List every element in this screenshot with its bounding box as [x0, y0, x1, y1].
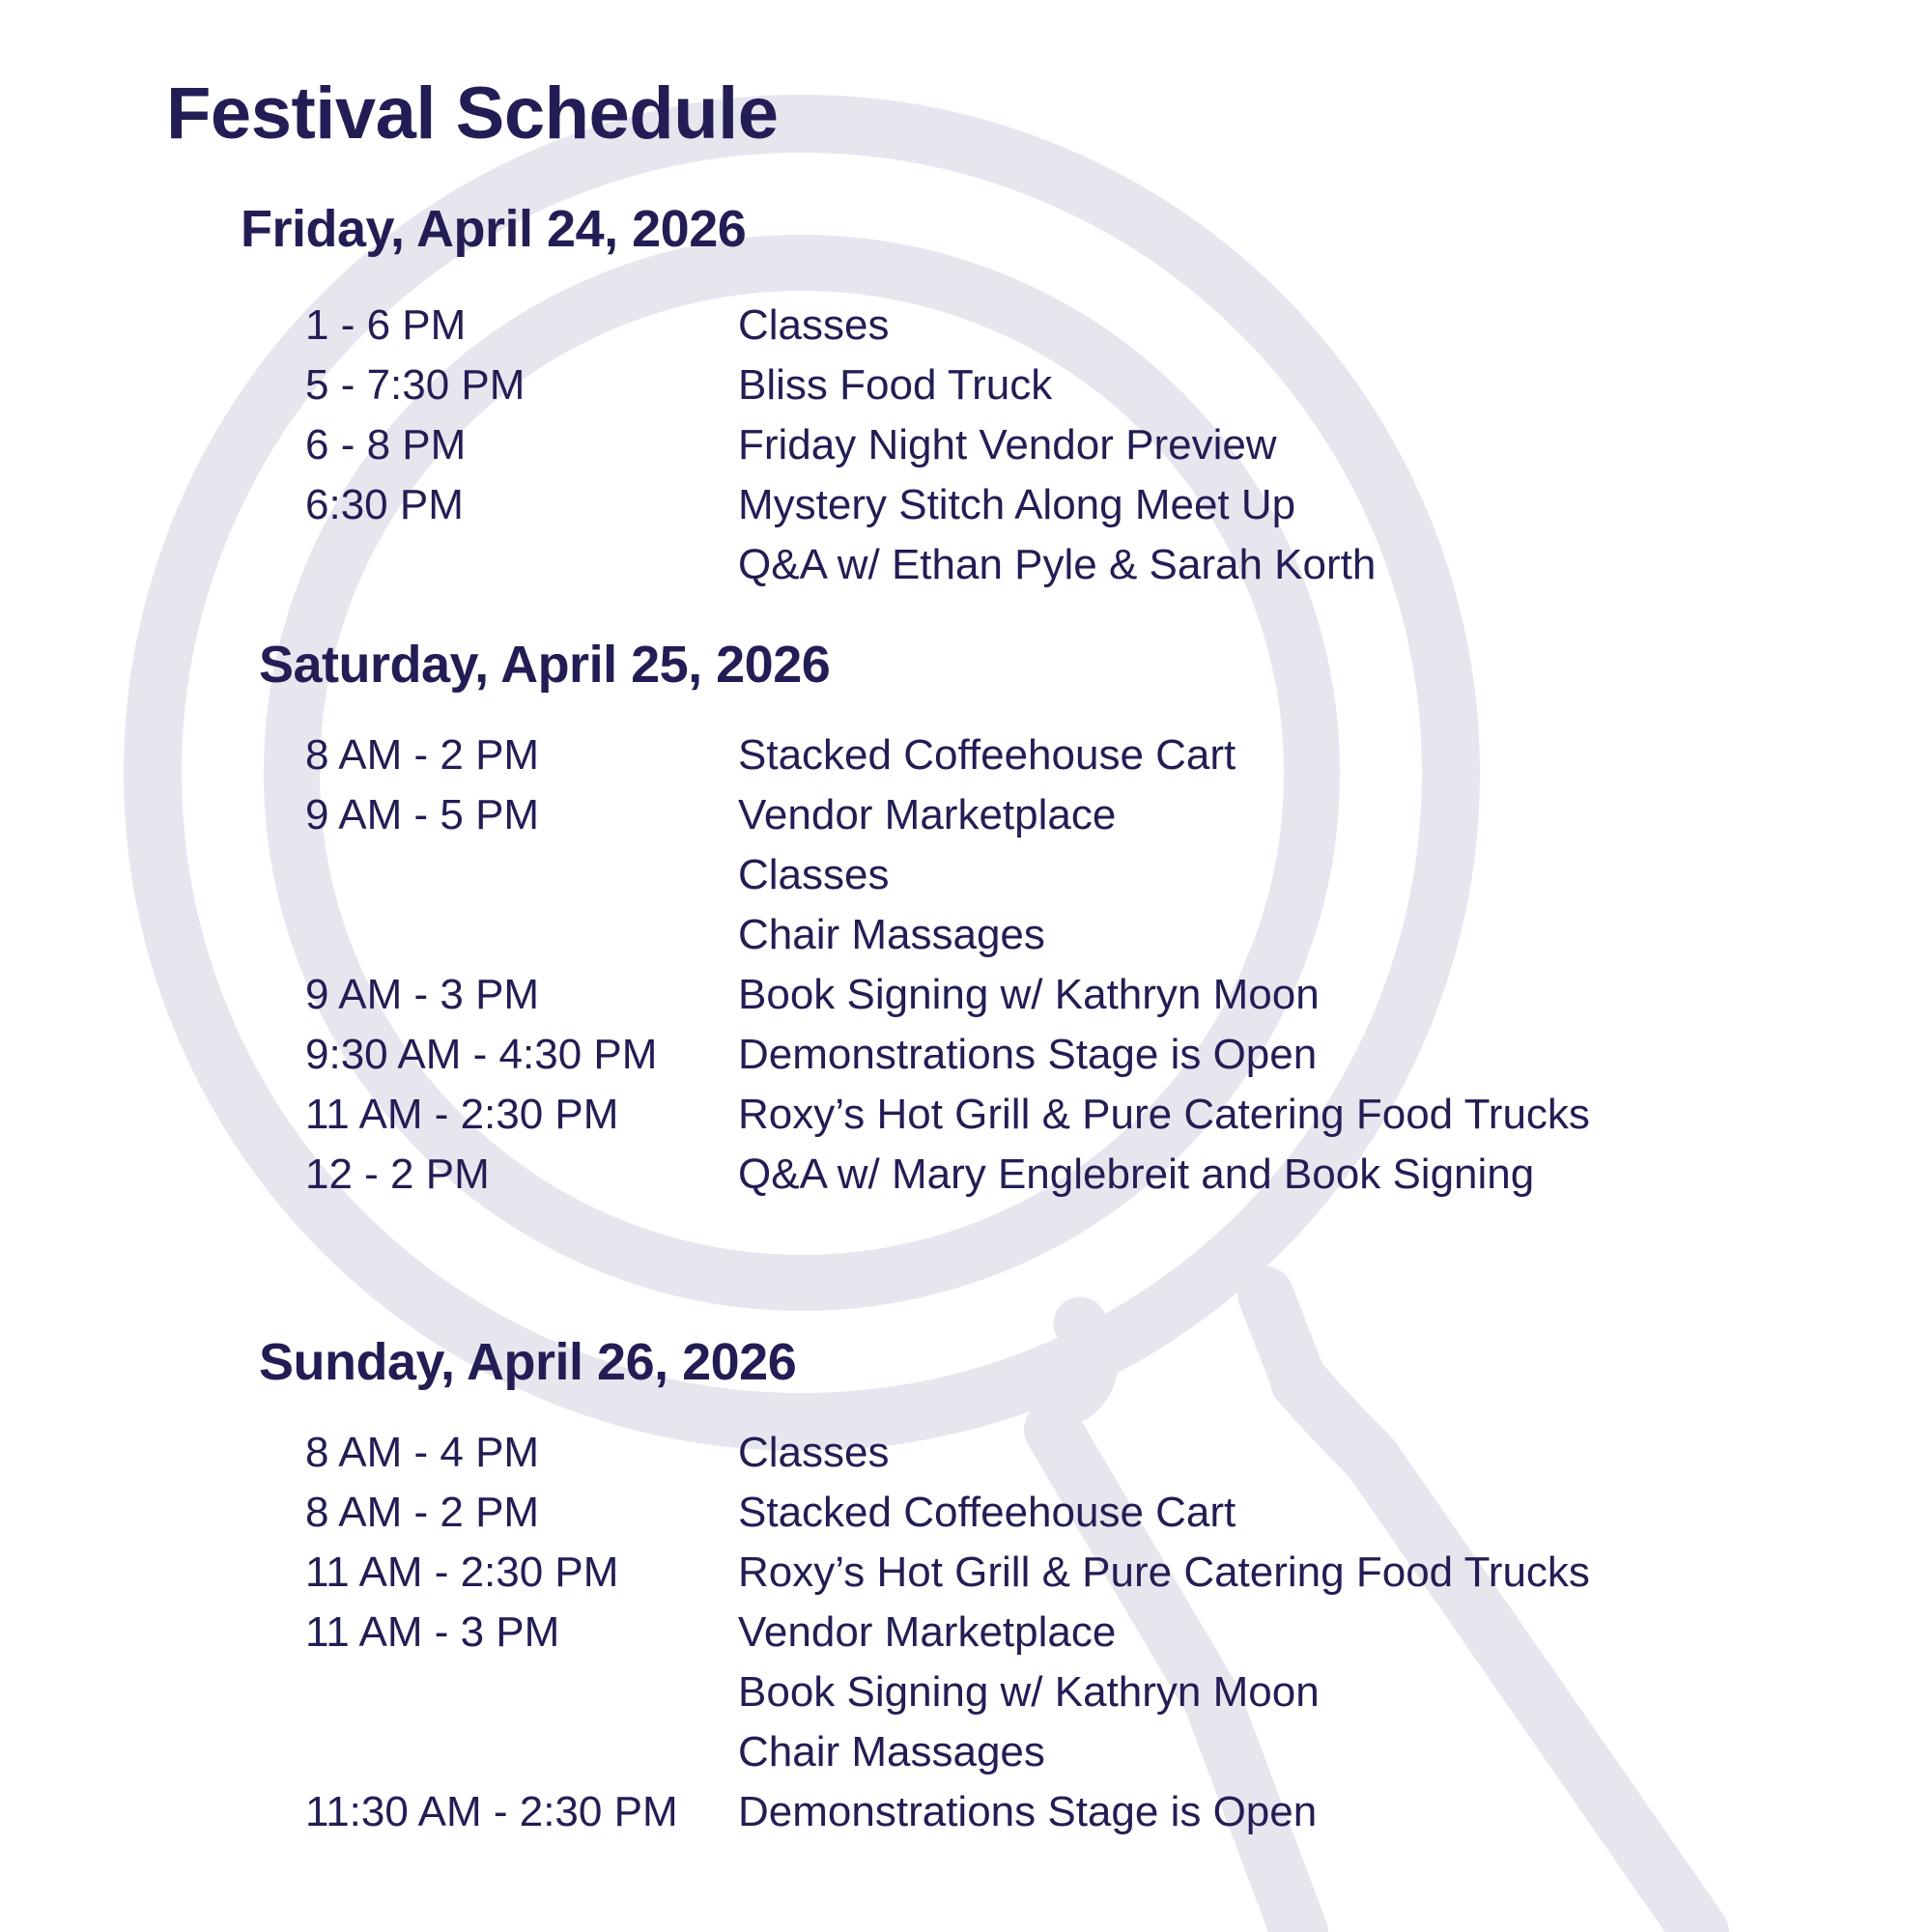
row-time: 11 AM - 2:30 PM [305, 1548, 619, 1596]
row-time: 11:30 AM - 2:30 PM [305, 1788, 678, 1835]
row-time: 12 - 2 PM [305, 1151, 490, 1198]
row-event: Chair Massages [738, 1728, 1045, 1776]
row-time: 9 AM - 5 PM [305, 791, 540, 838]
row-time: 8 AM - 2 PM [305, 731, 540, 779]
row-time: 5 - 7:30 PM [305, 361, 526, 409]
row-time: 8 AM - 2 PM [305, 1489, 540, 1536]
row-event: Classes [738, 301, 890, 349]
row-event: Stacked Coffeehouse Cart [738, 1489, 1236, 1536]
row-event: Q&A w/ Mary Englebreit and Book Signing [738, 1151, 1535, 1198]
row-time: 9:30 AM - 4:30 PM [305, 1031, 658, 1078]
row-event: Vendor Marketplace [738, 1608, 1117, 1656]
row-event: Roxy’s Hot Grill & Pure Catering Food Trucks [738, 1091, 1590, 1138]
row-time: 9 AM - 3 PM [305, 971, 540, 1018]
day-heading-sunday: Sunday, April 26, 2026 [259, 1333, 797, 1391]
row-time: 6 - 8 PM [305, 421, 467, 469]
day-heading-friday: Friday, April 24, 2026 [241, 200, 747, 258]
row-time: 11 AM - 3 PM [305, 1608, 560, 1656]
row-time: 1 - 6 PM [305, 301, 467, 349]
row-event: Stacked Coffeehouse Cart [738, 731, 1236, 779]
row-event: Q&A w/ Ethan Pyle & Sarah Korth [738, 541, 1377, 588]
row-time: 6:30 PM [305, 481, 464, 528]
row-event: Vendor Marketplace [738, 791, 1117, 838]
row-event: Demonstrations Stage is Open [738, 1031, 1318, 1078]
row-event: Classes [738, 1429, 890, 1476]
row-event: Demonstrations Stage is Open [738, 1788, 1318, 1835]
row-event: Bliss Food Truck [738, 361, 1053, 409]
row-event: Book Signing w/ Kathryn Moon [738, 1668, 1320, 1716]
row-event: Chair Massages [738, 911, 1045, 958]
page-title: Festival Schedule [166, 72, 779, 155]
row-event: Roxy’s Hot Grill & Pure Catering Food Trucks [738, 1548, 1590, 1596]
row-time: 8 AM - 4 PM [305, 1429, 540, 1476]
row-time: 11 AM - 2:30 PM [305, 1091, 619, 1138]
row-event: Friday Night Vendor Preview [738, 421, 1277, 469]
row-event: Classes [738, 851, 890, 898]
row-event: Book Signing w/ Kathryn Moon [738, 971, 1320, 1018]
row-event: Mystery Stitch Along Meet Up [738, 481, 1296, 528]
day-heading-saturday: Saturday, April 25, 2026 [259, 636, 831, 694]
